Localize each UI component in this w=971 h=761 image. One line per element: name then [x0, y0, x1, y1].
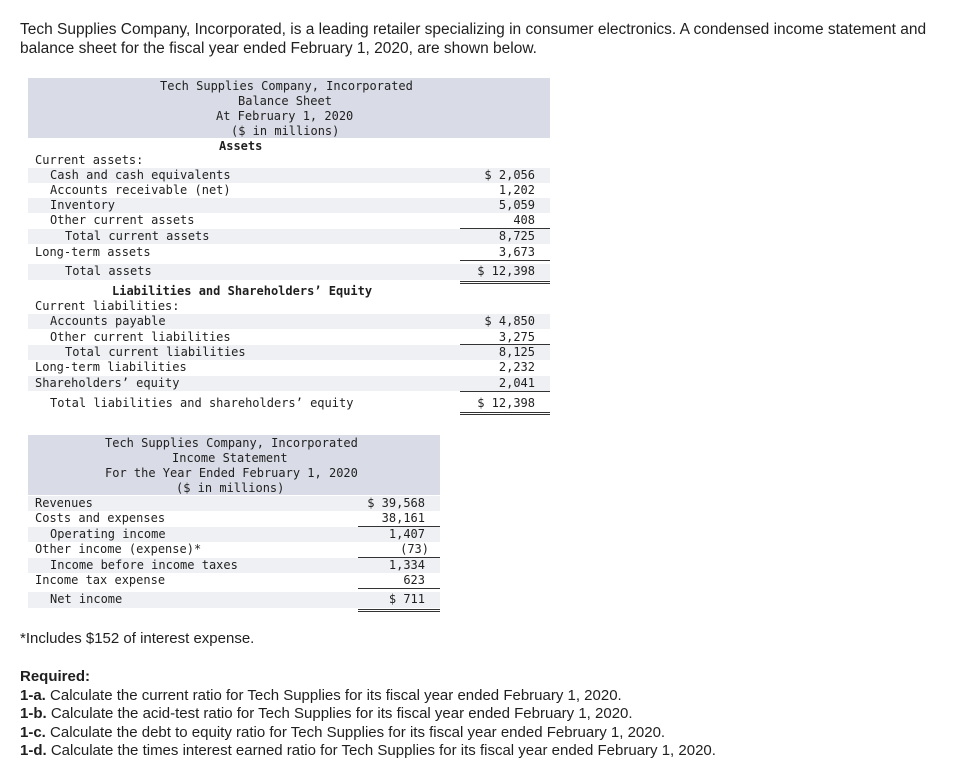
required-tag: 1-d.: [20, 742, 47, 759]
is-row-costs: [28, 511, 440, 526]
bs-rule: [460, 391, 550, 392]
footnote: *Includes $152 of interest expense.: [20, 630, 255, 647]
is-value: 1,407: [388, 527, 425, 541]
required-section: [20, 668, 716, 761]
is-value: 623: [403, 573, 425, 587]
bs-rule: [460, 260, 550, 261]
bs-row-liabilities-heading: [28, 284, 550, 299]
bs-value: 2,041: [498, 376, 535, 390]
required-tag: 1-c.: [20, 723, 46, 741]
required-tag: 1-a.: [20, 686, 46, 704]
bs-date: At February 1, 2020: [216, 109, 354, 123]
required-item: [20, 742, 716, 761]
required-text: Calculate the times interest earned ratio for Tech Supplies for its fiscal year ended February 1, 2020.: [50, 742, 716, 759]
bs-row-total-liabilities-equity: [28, 396, 550, 411]
bs-label: Other current liabilities: [50, 330, 231, 344]
bs-label: Total current liabilities: [65, 345, 246, 359]
is-label: Net income: [50, 592, 123, 606]
is-row-other-income: [28, 542, 440, 557]
is-row-net-income: [28, 592, 440, 608]
bs-label: Accounts receivable (net): [50, 183, 231, 197]
required-item: [20, 705, 716, 724]
required-heading: Required:: [20, 668, 91, 685]
required-tag: 1-b.: [20, 705, 47, 722]
bs-value: 2,232: [498, 360, 535, 374]
bs-value: 3,673: [498, 245, 535, 259]
bs-row-current-assets-heading: [28, 153, 550, 168]
bs-label: Current liabilities:: [35, 299, 180, 313]
bs-label: Other current assets: [50, 213, 195, 227]
bs-label: Shareholders’ equity: [35, 376, 180, 390]
is-row-operating-income: [28, 527, 440, 542]
bs-label: Accounts payable: [50, 314, 166, 328]
bs-row-inventory: [28, 198, 550, 213]
is-double-rule: [358, 609, 440, 612]
is-rule: [358, 588, 440, 589]
bs-assets-heading: Assets: [219, 139, 263, 153]
bs-value: 3,275: [498, 330, 535, 344]
bs-value: $ 4,850: [484, 314, 535, 328]
is-units: ($ in millions): [176, 481, 285, 495]
bs-row-accounts-payable: [28, 314, 550, 329]
bs-row-total-current-assets: [28, 229, 550, 244]
bs-label: Cash and cash equivalents: [50, 168, 231, 182]
is-value: 38,161: [381, 511, 425, 525]
balance-sheet: [28, 78, 550, 410]
bs-row-other-current-assets: [28, 213, 550, 228]
bs-row-shareholders-equity: [28, 376, 550, 391]
is-value: $ 39,568: [367, 496, 425, 510]
bs-value: $ 2,056: [484, 168, 535, 182]
is-value: 1,334: [388, 558, 425, 572]
bs-row-long-term-liabilities: [28, 360, 550, 375]
is-row-income-before-taxes: [28, 558, 440, 573]
bs-label: Total assets: [65, 264, 152, 278]
required-item: [20, 687, 716, 706]
bs-value: $ 12,398: [477, 264, 535, 278]
bs-row-current-liabilities-heading: [28, 299, 550, 314]
is-period: For the Year Ended February 1, 2020: [105, 466, 358, 480]
is-title: Income Statement: [172, 451, 288, 465]
bs-company: Tech Supplies Company, Incorporated: [160, 79, 413, 93]
is-label: Other income (expense)*: [35, 542, 202, 556]
bs-label: Liabilities and Shareholders’ Equity: [112, 284, 373, 298]
required-text: Calculate the current ratio for Tech Supplies for its fiscal year ended February 1, 2020.: [50, 686, 622, 704]
bs-row-total-current-liabilities: [28, 345, 550, 360]
is-row-income-tax: [28, 573, 440, 588]
is-value: (73): [400, 542, 429, 556]
bs-row-ar: [28, 183, 550, 198]
bs-row-other-current-liabilities: [28, 330, 550, 345]
bs-value: 5,059: [498, 198, 535, 212]
bs-label: Total current assets: [65, 229, 210, 243]
bs-value: 8,725: [498, 229, 535, 243]
required-item: [20, 724, 716, 743]
is-row-revenues: [28, 496, 440, 511]
is-label: Costs and expenses: [35, 511, 166, 525]
bs-value: 1,202: [498, 183, 535, 197]
bs-value: 8,125: [498, 345, 535, 359]
required-text: Calculate the acid-test ratio for Tech Supplies for its fiscal year ended February 1, 2020.: [50, 705, 633, 722]
bs-value: 408: [513, 213, 535, 227]
is-label: Income tax expense: [35, 573, 166, 587]
bs-label: Total liabilities and shareholders’ equity: [50, 396, 354, 410]
intro-paragraph: Tech Supplies Company, Incorporated, is a leading retailer specializing in consumer electronics. A condensed income statement and balance sheet for the fiscal year ended February 1, 2020, are shown below.: [20, 21, 927, 57]
is-label: Income before income taxes: [50, 558, 238, 572]
is-label: Operating income: [50, 527, 166, 541]
is-value: $ 711: [388, 592, 425, 606]
bs-label: Long-term assets: [35, 245, 151, 259]
is-company: Tech Supplies Company, Incorporated: [105, 436, 358, 450]
required-text: Calculate the debt to equity ratio for Tech Supplies for its fiscal year ended February 1, 2020.: [50, 723, 666, 741]
bs-units: ($ in millions): [231, 124, 340, 138]
bs-label: Long-term liabilities: [35, 360, 187, 374]
bs-value: $ 12,398: [477, 396, 535, 410]
bs-double-rule: [460, 412, 550, 415]
is-label: Revenues: [35, 496, 93, 510]
bs-label: Inventory: [50, 198, 116, 212]
bs-row-cash: [28, 168, 550, 183]
bs-label: Current assets:: [35, 153, 144, 167]
bs-row-long-term-assets: [28, 245, 550, 260]
bs-title: Balance Sheet: [238, 94, 332, 108]
bs-row-total-assets: [28, 264, 550, 280]
